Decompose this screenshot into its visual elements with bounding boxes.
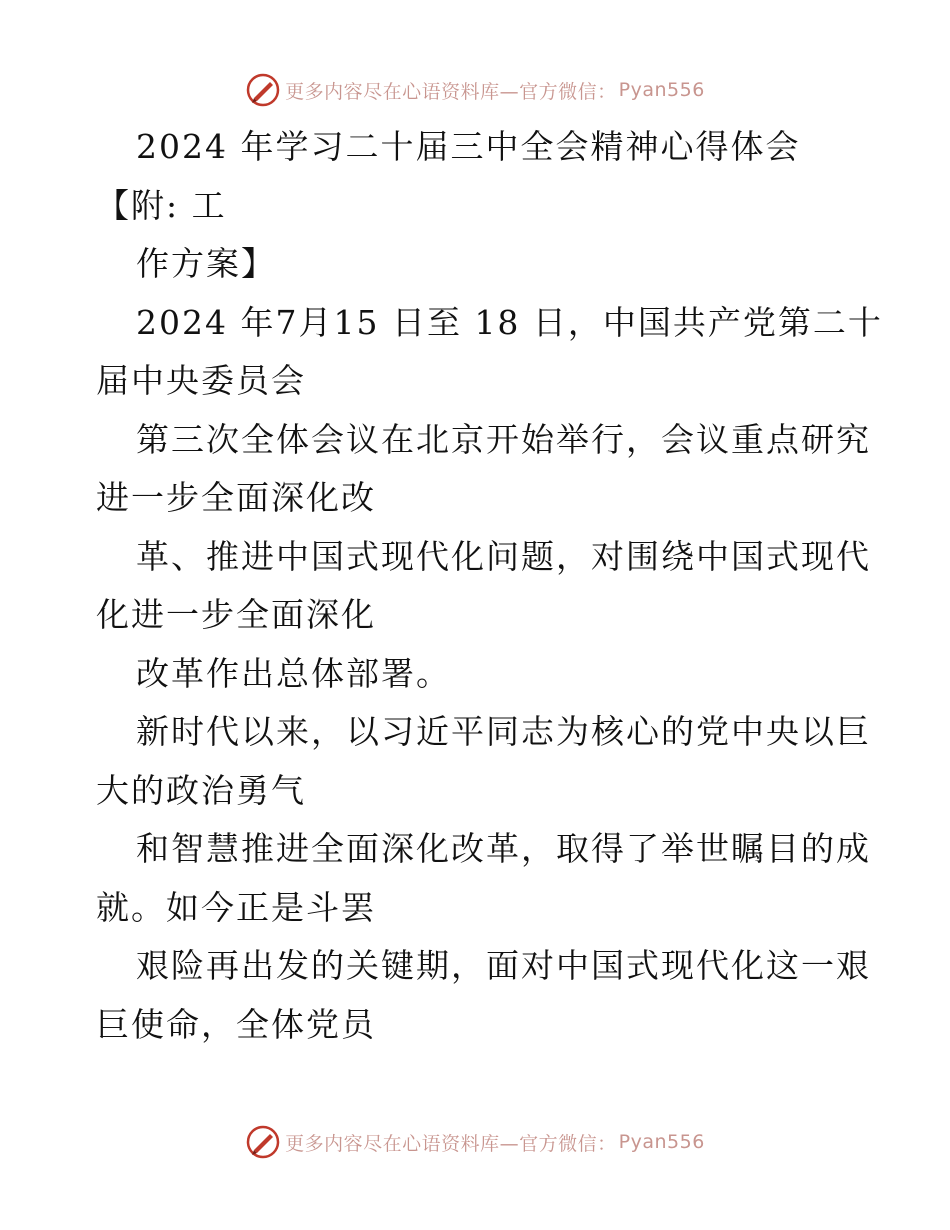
- watermark-text: 更多内容尽在心语资料库—官方微信：: [285, 80, 617, 103]
- pen-logo-icon: [245, 1124, 281, 1160]
- document-line: 就。如今正是斗罢: [96, 887, 376, 927]
- document-line: 【附: 工: [96, 185, 227, 225]
- watermark-footer: [0, 1124, 950, 1160]
- document-line: 作方案】: [136, 244, 276, 283]
- document-line: 和智慧推进全面深化改革，取得了举世瞩目的成: [136, 829, 871, 868]
- document-line: 巨使命，全体党员: [96, 1004, 376, 1044]
- document-body: [96, 118, 883, 1054]
- document-line: 艰险再出发的关键期，面对中国式现代化这一艰: [136, 946, 871, 985]
- document-line: 进一步全面深化改: [96, 478, 376, 517]
- document-line: 2024 年7月15 日至 18 日，中国共产党第二十: [136, 302, 883, 342]
- watermark-wechat-id: Pyan556: [618, 79, 705, 101]
- document-line: 届中央委员会: [96, 361, 306, 400]
- document-line: 新时代以来，以习近平同志为核心的党中央以巨: [136, 712, 871, 751]
- document-line: 第三次全体会议在北京开始举行，会议重点研究: [136, 419, 871, 459]
- document-line: 革、推进中国式现代化问题，对围绕中国式现代: [136, 536, 871, 576]
- watermark-text: 更多内容尽在心语资料库—官方微信：: [285, 1132, 617, 1155]
- document-line: 大的政治勇气: [96, 770, 306, 810]
- document-line: 2024 年学习二十届三中全会精神心得体会: [136, 127, 801, 166]
- document-line: 改革作出总体部署。: [136, 653, 451, 693]
- watermark-header: [0, 72, 950, 108]
- document-line: 化进一步全面深化: [96, 595, 376, 634]
- pen-logo-icon: [245, 72, 281, 108]
- watermark-wechat-id: Pyan556: [618, 1131, 705, 1153]
